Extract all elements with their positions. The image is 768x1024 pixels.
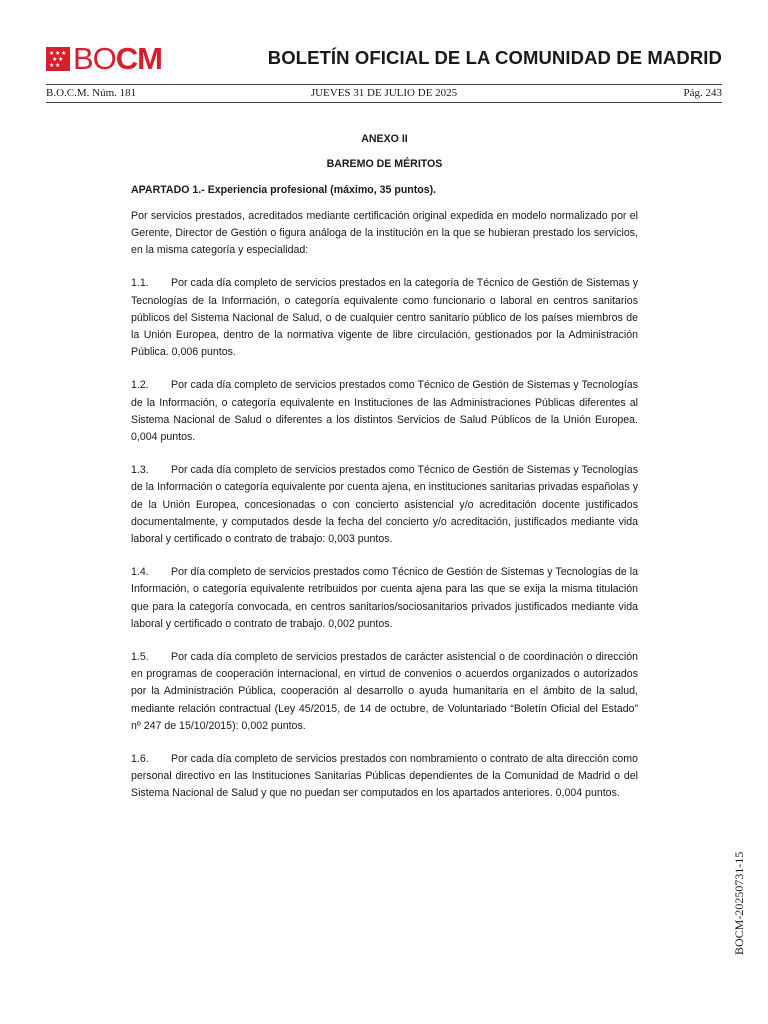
logo-prefix: BO [73, 41, 116, 76]
document-code: BOCM-20250731-15 [732, 851, 746, 955]
item-number: 1.4. [131, 565, 149, 578]
item-text: Por cada día completo de servicios prestados con nombramiento o contrato de alta dirección como personal directivo en las Instituciones Sanitarias Públicas dependientes de la Comunidad de Madrid o del Sistema Nacional de Salud y que no puedan ser computados en los apartados anteriores. 0,004 puntos. [131, 752, 638, 800]
list-item [131, 462, 638, 548]
bocm-logo [46, 41, 163, 76]
item-text: Por cada día completo de servicios prestados como Técnico de Gestión de Sistemas y Tecnologías de la Información o categoría equivalente por cuenta ajena, en instituciones sanitarias privadas españolas y de la Unión Europea, concesionadas o con concierto asistencial y/o acreditación docente justificados documentalmente, y computados desde la fecha del concierto y/o acreditación, justificados mediante vida laboral y certificado o contrato de trabajo: 0,003 puntos. [131, 463, 638, 546]
list-item [131, 649, 638, 735]
item-number: 1.3. [131, 463, 149, 476]
item-text: Por cada día completo de servicios prestados en la categoría de Técnico de Gestión de Sistemas y Tecnologías de la Información, o categoría equivalente como funcionario o laboral en centros sanitarios públicos del Sistema Nacional de Salud, o de cualquier centro sanitario público de los países miembros de la Unión Europea, dentro de la normativa vigente de libre circulación, gestionados por la Administración Pública. 0,006 puntos. [131, 277, 638, 359]
intro-paragraph: Por servicios prestados, acreditados mediante certificación original expedida en modelo normalizado por el Gerente, Director de Gestión o figura análoga de la institución en la que se hubieran prestado los servicios, en la misma categoría y especialidad: [131, 209, 638, 257]
item-number: 1.1. [131, 277, 149, 290]
list-item [131, 564, 638, 633]
document-body [131, 131, 638, 818]
document-subtitle: BAREMO DE MÉRITOS [326, 158, 443, 171]
item-text: Por cada día completo de servicios prestados como Técnico de Gestión de Sistemas y Tecnologías de la Información, o categoría equivalente en Instituciones de las Administraciones Públicas diferentes al Sistema Nacional de Salud o diferentes a los distintos Servicios de Salud Públicos de la Unión Europea. 0,004 puntos. [131, 379, 638, 444]
page-number: Pág. 243 [683, 87, 722, 99]
item-number: 1.6. [131, 752, 149, 765]
issue-date: JUEVES 31 DE JULIO DE 2025 [310, 87, 458, 99]
meta-rule [46, 102, 722, 103]
logo-suffix: CM [115, 41, 163, 76]
list-item [131, 275, 638, 361]
header-rule [46, 84, 722, 85]
bulletin-title: BOLETÍN OFICIAL DE LA COMUNIDAD DE MADRID [267, 47, 722, 68]
annex-title: ANEXO II [361, 133, 408, 145]
list-item [131, 377, 638, 446]
item-text: Por día completo de servicios prestados como Técnico de Gestión de Sistemas y Tecnologías de la Información, o categoría equivalente retribuidos por cuenta ajena para las que se exija la misma titulación que para la categoría convocada, en centros sanitarios/sociosanitarios privados justificados mediante vida laboral y certificado o contrato de trabajo. 0,002 puntos. [131, 565, 638, 630]
list-item [131, 751, 638, 803]
item-number: 1.5. [131, 650, 149, 663]
issue-number: B.O.C.M. Núm. 181 [46, 87, 137, 99]
header-meta [46, 87, 722, 101]
item-number: 1.2. [131, 379, 149, 392]
section-heading: APARTADO 1.- Experiencia profesional (máximo, 35 puntos). [131, 183, 437, 196]
madrid-stars-icon: ★ ★ ★ ★ ★ ★ ★ [46, 47, 70, 71]
item-text: Por cada día completo de servicios prestados de carácter asistencial o de coordinación o dirección en programas de cooperación internacional, en virtud de convenios o acuerdos organizados o autorizados por la Administración Pública, cooperación al desarrollo o ayuda humanitaria en el ámbito de la salud, mediante relación contractual (Ley 45/2015, de 14 de octubre, de Voluntariado “Boletín Oficial del Estado” nº 247 de 15/10/2015): 0,002 puntos. [131, 650, 638, 732]
